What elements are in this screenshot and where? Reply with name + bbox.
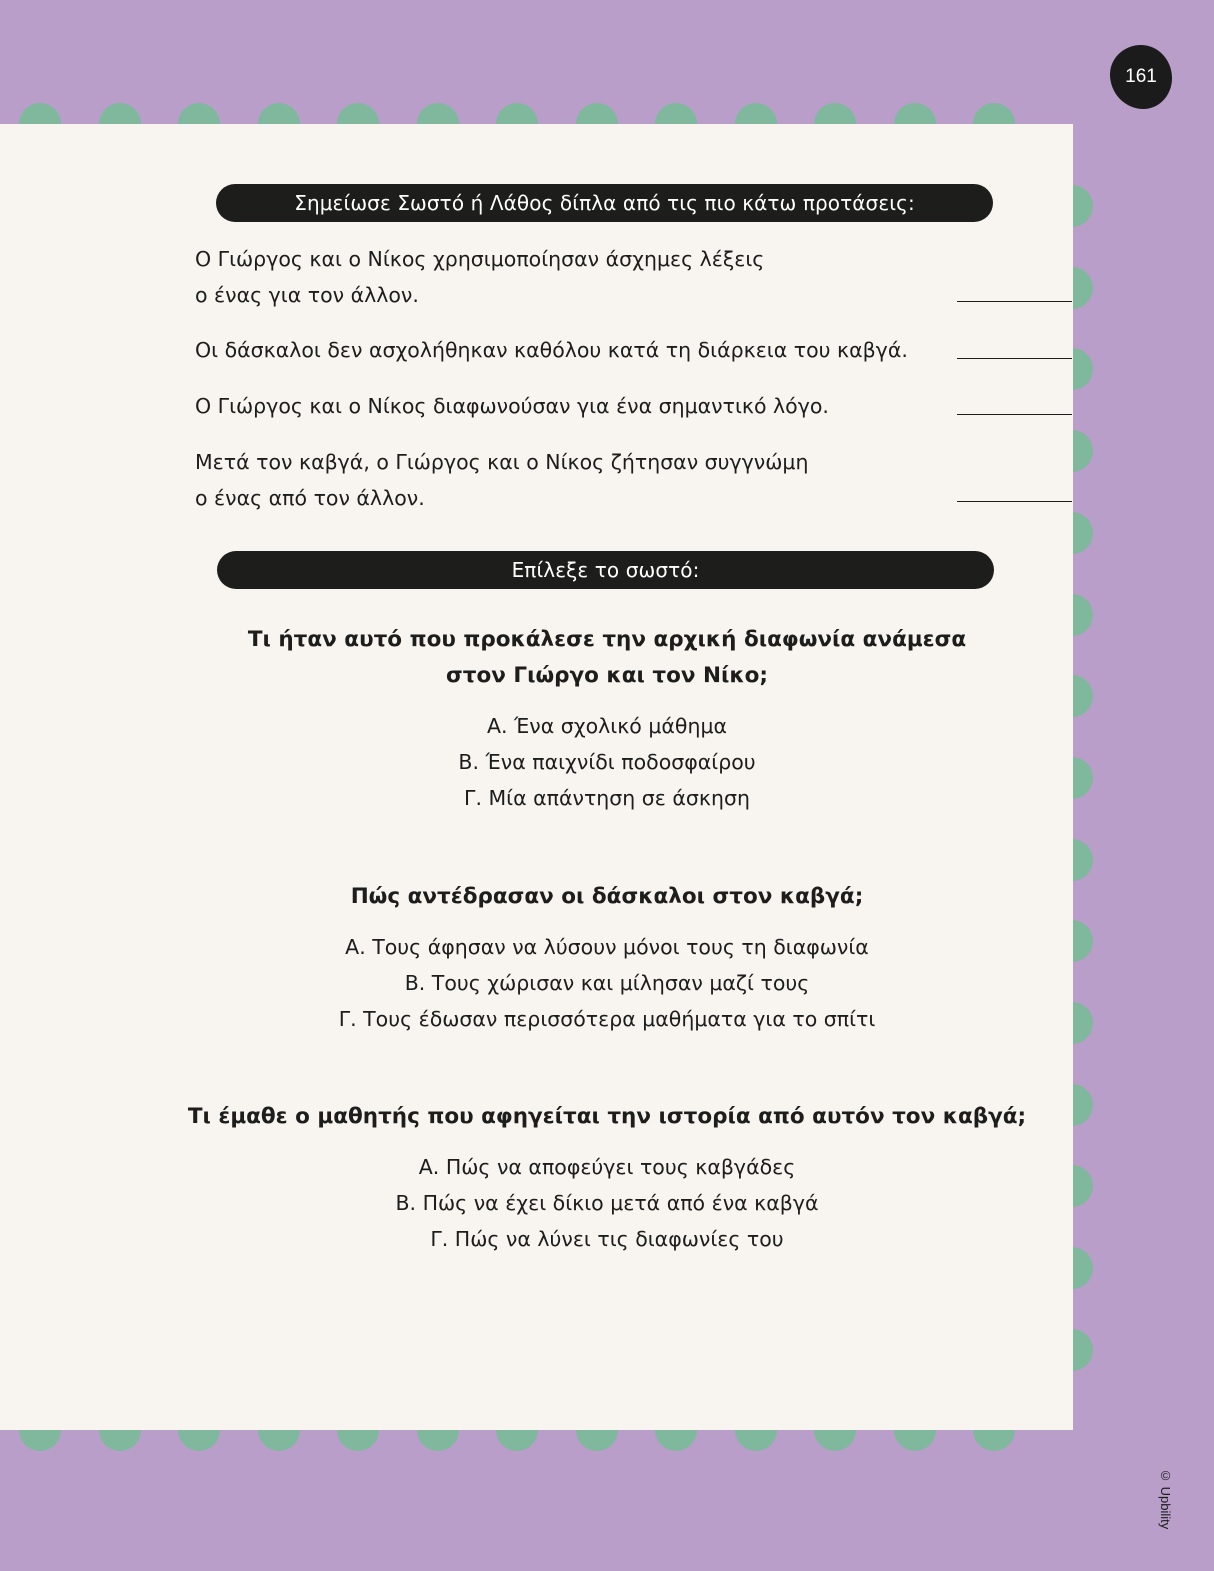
multiple-choice-instructions-banner <box>217 551 994 589</box>
question-text: Πώς αντέδρασαν οι δάσκαλοι στον καβγά; <box>350 884 864 909</box>
q3-option-b[interactable]: Β. Πώς να έχει δίκιο μετά από ένα καβγά <box>395 1191 819 1215</box>
question-2 <box>0 879 1214 915</box>
true-false-instructions-banner <box>216 184 993 222</box>
copyright-notice: © Upbility <box>1158 1468 1173 1530</box>
question-3 <box>0 1099 1214 1135</box>
answer-line-3[interactable] <box>957 414 1072 415</box>
q3-option-c[interactable]: Γ. Πώς να λύνει τις διαφωνίες του <box>430 1227 784 1251</box>
statement-line: Μετά τον καβγά, ο Γιώργος και ο Νίκος ζήτησαν συγγνώμη <box>195 450 809 474</box>
page-number: 161 <box>1125 66 1157 87</box>
statement-line: ο ένας για τον άλλον. <box>195 283 419 307</box>
statement-line: Οι δάσκαλοι δεν ασχολήθηκαν καθόλου κατά τη διάρκεια του καβγά. <box>195 338 908 362</box>
statement-3 <box>195 388 829 424</box>
statement-line: Ο Γιώργος και ο Νίκος διαφωνούσαν για ένα σημαντικό λόγο. <box>195 394 829 418</box>
statement-4 <box>195 444 808 516</box>
question-text: Τι ήταν αυτό που προκάλεσε την αρχική διαφωνία ανάμεσα <box>247 627 967 652</box>
page-number-badge <box>1110 45 1172 109</box>
statement-2 <box>195 332 908 368</box>
q1-option-a[interactable]: Α. Ένα σχολικό μάθημα <box>486 714 728 738</box>
statement-line: ο ένας από τον άλλον. <box>195 486 425 510</box>
banner-title: Επίλεξε το σωστό: <box>511 558 700 582</box>
question-1 <box>0 622 1214 694</box>
answer-line-4[interactable] <box>957 501 1072 502</box>
statement-line: Ο Γιώργος και ο Νίκος χρησιμοποίησαν άσχημες λέξεις <box>195 247 765 271</box>
banner-title: Σημείωσε Σωστό ή Λάθος δίπλα από τις πιο κάτω προτάσεις: <box>294 191 915 215</box>
q1-option-b[interactable]: Β. Ένα παιχνίδι ποδοσφαίρου <box>458 750 756 774</box>
question-text: στον Γιώργο και τον Νίκο; <box>446 663 768 688</box>
q2-option-b[interactable]: Β. Τους χώρισαν και μίλησαν μαζί τους <box>404 971 810 995</box>
q3-option-a[interactable]: Α. Πώς να αποφεύγει τους καβγάδες <box>418 1155 796 1179</box>
q2-option-c[interactable]: Γ. Τους έδωσαν περισσότερα μαθήματα για το σπίτι <box>338 1007 876 1031</box>
q1-option-c[interactable]: Γ. Μία απάντηση σε άσκηση <box>464 786 750 810</box>
q2-option-a[interactable]: Α. Τους άφησαν να λύσουν μόνοι τους τη διαφωνία <box>345 935 869 959</box>
question-text: Τι έμαθε ο μαθητής που αφηγείται την ιστορία από αυτόν τον καβγά; <box>187 1104 1027 1129</box>
answer-line-1[interactable] <box>957 301 1072 302</box>
answer-line-2[interactable] <box>957 358 1072 359</box>
statement-1 <box>195 241 764 313</box>
